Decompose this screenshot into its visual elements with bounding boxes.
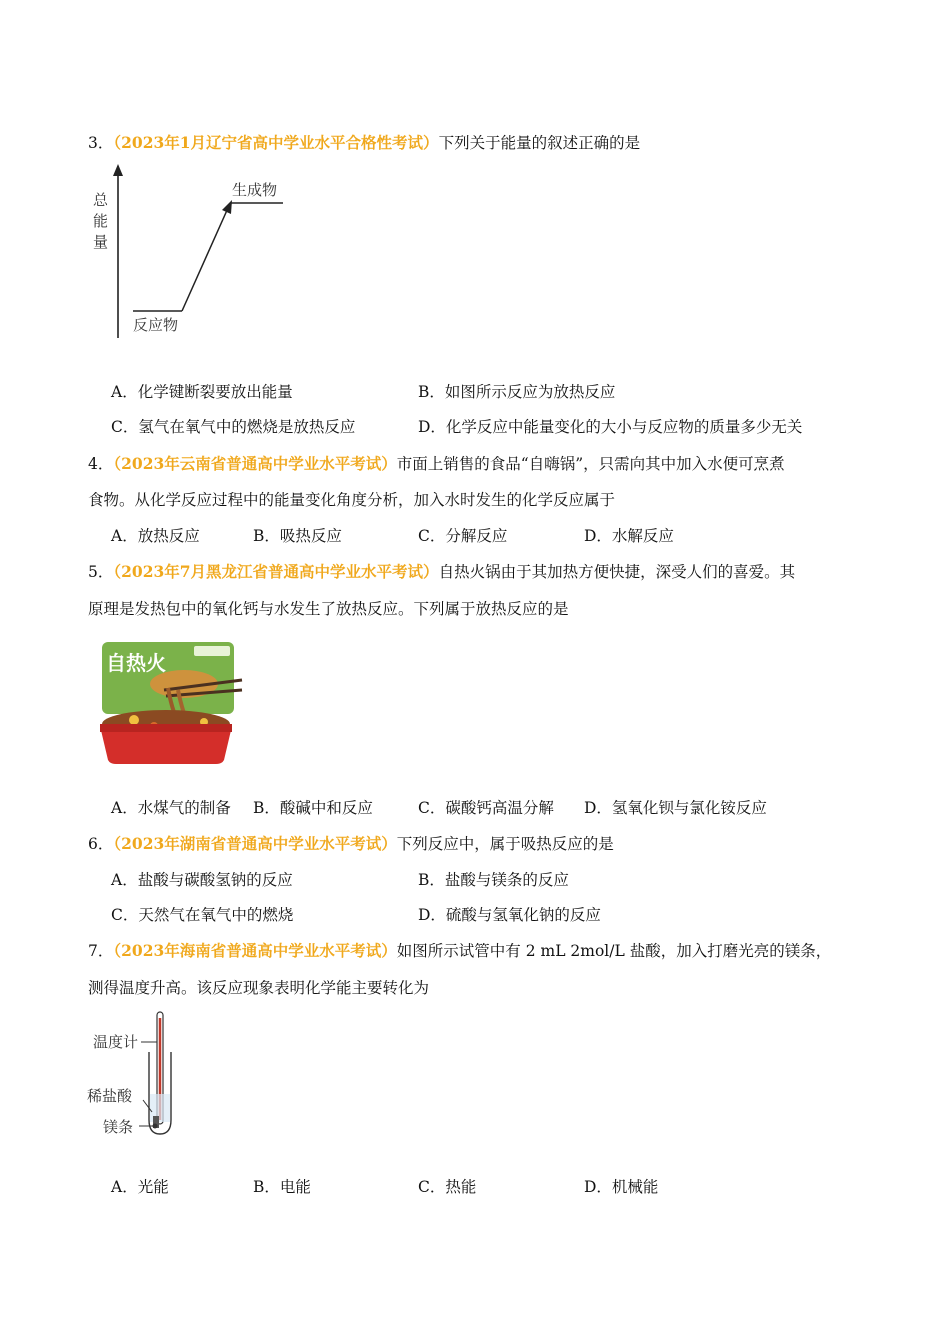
q7-option-b: B．电能: [253, 1178, 311, 1196]
package-text: 自热火: [106, 651, 166, 675]
q5-option-b: B．酸碱中和反应: [253, 799, 373, 817]
q5-option-c: C．碳酸钙高温分解: [418, 799, 554, 817]
y-axis-arrow: [113, 164, 123, 176]
question-stem: 下列反应中，属于吸热反应的是: [396, 835, 614, 853]
q3-option-c: C．氢气在氧气中的燃烧是放热反应: [111, 418, 356, 436]
question-stem: 如图所示试管中有 2 mL 2mol/L 盐酸，加入打磨光亮的镁条，: [396, 942, 832, 960]
q6-option-c: C．天然气在氧气中的燃烧: [111, 906, 294, 924]
q4-option-d: D．水解反应: [584, 527, 674, 545]
q7-option-c: C．热能: [418, 1178, 477, 1196]
q4-option-a: A．放热反应: [111, 527, 200, 545]
question-number: 3．: [88, 134, 114, 152]
question-number: 7．: [88, 942, 114, 960]
question-7-line: [88, 939, 831, 961]
q4-option-b: B．吸热反应: [253, 527, 342, 545]
question-stem: 下列关于能量的叙述正确的是: [438, 134, 641, 152]
product-label: 生成物: [232, 181, 278, 199]
acid-label: 稀盐酸: [87, 1087, 133, 1105]
energy-diagram: [85, 160, 305, 345]
q6-option-d: D．硫酸与氢氧化钠的反应: [418, 906, 601, 924]
question-stem: 市面上销售的食品“自嗨锅”，只需向其中加入水便可烹煮: [396, 455, 785, 473]
question-source: （2023年湖南省普通高中学业水平考试）: [113, 834, 397, 853]
y-label-2: 能: [93, 212, 109, 230]
q5-option-a: A．水煤气的制备: [111, 799, 231, 817]
food-topping: [129, 715, 139, 725]
question-4-line2: 食物。从化学反应过程中的能量变化角度分析，加入水时发生的化学反应属于: [88, 491, 616, 509]
question-3-line: [88, 131, 640, 153]
question-source: （2023年7月黑龙江省普通高中学业水平考试）: [113, 562, 439, 581]
package-brand: [194, 646, 230, 656]
question-number: 5．: [88, 563, 114, 581]
question-stem: 自热火锅由于其加热方便快捷，深受人们的喜爱。其: [438, 563, 796, 581]
question-number: 6．: [88, 835, 114, 853]
question-number: 4．: [88, 455, 114, 473]
question-4-line: [88, 452, 785, 474]
transition-line: [182, 208, 228, 311]
thermometer-label: 温度计: [93, 1033, 139, 1051]
q7-option-d: D．机械能: [584, 1178, 659, 1196]
transition-arrow: [222, 200, 232, 214]
q5-option-d: D．氢氧化钡与氯化铵反应: [584, 799, 767, 817]
q6-option-a: A．盐酸与碳酸氢钠的反应: [111, 871, 293, 889]
q4-option-c: C．分解反应: [418, 527, 508, 545]
q3-option-a: A．化学键断裂要放出能量: [111, 383, 293, 401]
q3-option-b: B．如图所示反应为放热反应: [418, 383, 616, 401]
question-source: （2023年1月辽宁省高中学业水平合格性考试）: [113, 133, 439, 152]
question-5-line2: 原理是发热包中的氧化钙与水发生了放热反应。下列属于放热反应的是: [88, 600, 569, 618]
question-5-line: [88, 560, 795, 582]
hotpot-image: [94, 640, 244, 768]
y-label-3: 量: [93, 233, 109, 251]
red-box-rim: [100, 724, 232, 732]
question-source: （2023年海南省普通高中学业水平考试）: [113, 941, 397, 960]
question-6-line: [88, 832, 614, 854]
question-7-line2: 测得温度升高。该反应现象表明化学能主要转化为: [88, 979, 430, 997]
mg-label: 镁条: [103, 1118, 134, 1136]
q3-option-d: D．化学反应中能量变化的大小与反应物的质量多少无关: [418, 418, 803, 436]
y-label-1: 总: [93, 191, 109, 209]
mg-dot: [153, 1124, 158, 1129]
q7-option-a: A．光能: [111, 1178, 169, 1196]
test-tube-diagram: [85, 1008, 205, 1138]
reactant-label: 反应物: [133, 316, 179, 334]
q6-option-b: B．盐酸与镁条的反应: [418, 871, 569, 889]
question-source: （2023年云南省普通高中学业水平考试）: [113, 454, 397, 473]
